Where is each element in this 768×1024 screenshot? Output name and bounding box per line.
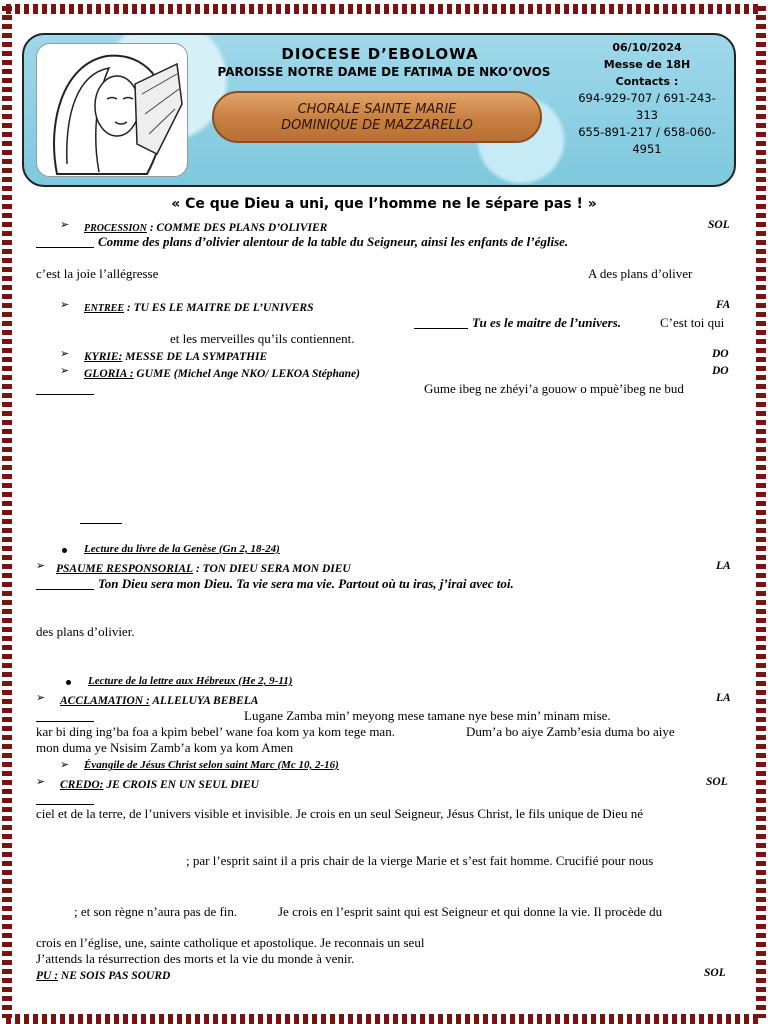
entree-title: : TU ES LE MAITRE DE L’UNIVERS: [124, 302, 314, 314]
paroisse-name: PAROISSE NOTRE DAME DE FATIMA DE NKO’OVOS: [217, 65, 551, 79]
acclamation-line1: Lugane Zamba min’ meyong mese tamane nye bese min’ minam mise.: [244, 708, 611, 723]
credo-line1: ciel et de la terre, de l’univers visible et invisible. Je crois en un seul Seigneur, Jésus Christ, le fils unique de Dieu né: [36, 806, 644, 821]
psaume-heading: [56, 560, 351, 576]
credo-line2: ; par l’esprit saint il a pris chair de la vierge Marie et s’est fait homme. Crucifié pour nous: [186, 853, 654, 868]
pu-label: PU :: [36, 970, 59, 982]
procession-refrain: Comme des plans d’olivier alentour de la table du Seigneur, ainsi les enfants de l’église.: [98, 234, 569, 249]
blank-line: [80, 523, 122, 524]
kyrie-heading: [84, 348, 267, 364]
first-reading: Lecture du livre de la Genèse (Gn 2, 18-24): [84, 543, 280, 555]
credo-line4: crois en l’église, une, sainte catholique et apostolique. Je reconnais un seul: [36, 935, 425, 950]
acclamation-title: ALLELUYA BEBELA: [149, 695, 259, 707]
acclamation-heading: [60, 692, 258, 708]
mass-date: 06/10/2024: [612, 41, 682, 54]
procession-verse-left: c’est la joie l’allégresse: [36, 266, 159, 281]
choir-name-line2: DOMINIQUE DE MAZZARELLO: [281, 118, 473, 133]
arrow-icon: ➢: [36, 560, 46, 572]
kyrie-key: DO: [712, 348, 729, 360]
pu-title: NE SOIS PAS SOURD: [58, 970, 171, 982]
mass-time: Messe de 18H: [603, 58, 691, 71]
procession-key: SOL: [708, 219, 730, 231]
blank-line: [414, 328, 468, 329]
pu-key: SOL: [704, 967, 726, 979]
credo-line5: J’attends la résurrection des morts et la vie du monde à venir.: [36, 951, 355, 966]
gloria-key: DO: [712, 365, 729, 377]
acclamation-line3: mon duma ye Nsisim Zamb’a kom ya kom Amen: [36, 740, 294, 755]
procession-title: : COMME DES PLANS D’OLIVIER: [146, 222, 328, 234]
arrow-icon: ➢: [60, 759, 70, 771]
entree-verse-right: C’est toi qui: [660, 315, 725, 330]
arrow-icon: ➢: [60, 219, 70, 231]
arrow-icon: ➢: [60, 299, 70, 311]
bullet-icon: [62, 548, 67, 553]
gloria-verse: Gume ibeg ne zhéyi’a gouow o mpuè’ibeg ne bud: [424, 381, 684, 396]
entree-verse-cont: et les merveilles qu’ils contiennent.: [170, 331, 355, 346]
credo-line3: ; et son règne n’aura pas de fin.: [74, 904, 238, 919]
gospel-reading: Évangile de Jésus Christ selon saint Marc (Mc 10, 2-16): [84, 759, 339, 771]
kyrie-label: KYRIE:: [84, 351, 123, 363]
blank-line: [36, 394, 94, 395]
arrow-icon: ➢: [36, 776, 46, 788]
credo-key: SOL: [706, 776, 728, 788]
second-reading: Lecture de la lettre aux Hébreux (He 2, 9-11): [88, 675, 293, 687]
blank-line: [36, 721, 94, 722]
phone-line-2: 655-891-217 / 658-060-4951: [578, 125, 716, 156]
psaume-title: : TON DIEU SERA MON DIEU: [193, 563, 351, 575]
credo-title: JE CROIS EN UN SEUL DIEU: [103, 779, 259, 791]
acclamation-line2: kar bi ding ing’ba foa a kpim bebel’ wane foa kom ya kom tege man.: [36, 724, 395, 739]
arrow-icon: ➢: [36, 692, 46, 704]
psaume-refrain: Ton Dieu sera mon Dieu. Ta vie sera ma vie. Partout où tu iras, j’irai avec toi.: [98, 576, 514, 591]
procession-heading: [84, 219, 327, 235]
entree-refrain: Tu es le maitre de l’univers.: [472, 315, 622, 330]
pu-heading: [36, 967, 170, 983]
procession-verse-right: A des plans d’oliver: [588, 266, 693, 281]
credo-heading: [60, 776, 259, 792]
blank-line: [36, 804, 94, 805]
diocese-name: DIOCESE D’EBOLOWA: [281, 45, 479, 63]
phone-line-1: 694-929-707 / 691-243-313: [578, 91, 716, 122]
kyrie-title: MESSE DE LA SYMPATHIE: [122, 351, 268, 363]
blank-line: [36, 589, 94, 590]
acclamation-line2b: Dum’a bo aiye Zamb’esia duma bo aiye: [466, 724, 675, 739]
bullet-icon: [66, 680, 71, 685]
credo-line3b: Je crois en l’esprit saint qui est Seigneur et qui donne la vie. Il procède du: [278, 904, 663, 919]
entree-label: ENTREE: [84, 303, 125, 314]
main-title: « Ce que Dieu a uni, que l’homme ne le sépare pas ! »: [171, 196, 597, 212]
gloria-title: GUME (Michel Ange NKO/ LEKOA Stéphane): [133, 368, 360, 380]
acclamation-label: ACCLAMATION :: [60, 695, 150, 707]
procession-label: PROCESSION: [84, 223, 147, 234]
psaume-key: LA: [716, 560, 731, 572]
arrow-icon: ➢: [60, 365, 70, 377]
blank-line: [36, 247, 94, 248]
arrow-icon: ➢: [60, 348, 70, 360]
psaume-verse: des plans d’olivier.: [36, 624, 135, 639]
contacts-label: Contacts :: [615, 75, 679, 88]
credo-label: CREDO:: [60, 779, 104, 791]
acclamation-key: LA: [716, 692, 731, 704]
entree-heading: [84, 299, 314, 315]
psaume-label: PSAUME RESPONSORIAL: [56, 563, 194, 575]
gloria-label: GLORIA :: [84, 368, 134, 380]
entree-key: FA: [716, 299, 731, 311]
gloria-heading: [84, 365, 360, 381]
choir-name-line1: CHORALE SAINTE MARIE: [297, 102, 457, 117]
